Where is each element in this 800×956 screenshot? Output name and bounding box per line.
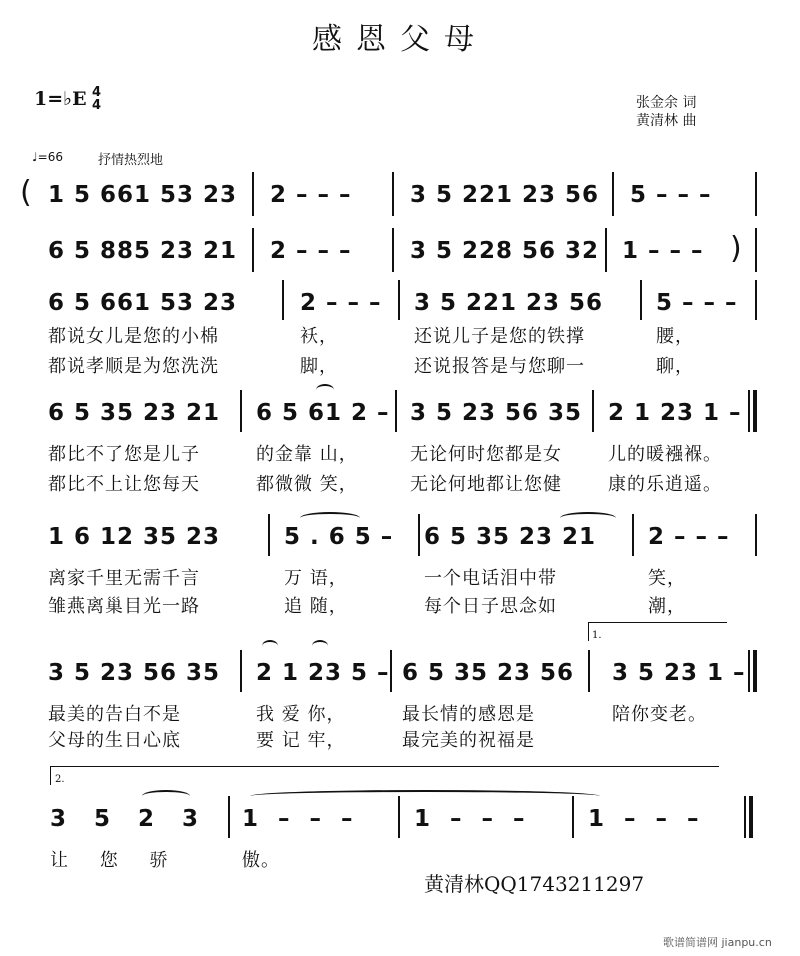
time-bottom: 4 <box>92 98 102 113</box>
measure: 5 – – – <box>656 290 738 316</box>
barline <box>228 796 230 838</box>
lyric: 都微微 笑， <box>256 474 358 495</box>
lyric: 都比不了您是儿子 <box>48 444 200 465</box>
barline <box>605 228 607 272</box>
arranger-signature: 黄清林QQ1743211297 <box>424 872 645 896</box>
barline <box>592 390 594 432</box>
slur-arc <box>300 512 360 524</box>
song-title: 感恩父母 <box>312 22 488 57</box>
barline <box>755 280 757 320</box>
lyric: 陪你变老。 <box>612 704 707 725</box>
lyricist-credit: 张金余 词 <box>636 95 697 111</box>
measure: 3 5 23 1 – <box>612 660 746 686</box>
barline <box>252 172 254 216</box>
lyric: 我 爱 你， <box>256 704 346 725</box>
repeat-barline <box>748 650 750 692</box>
lyric: 都比不上让您每天 <box>48 474 200 495</box>
barline <box>755 228 757 272</box>
barline <box>392 172 394 216</box>
measure: 3 5 228 56 32 <box>410 238 600 264</box>
lyric: 追 随， <box>284 596 348 617</box>
first-ending-bracket <box>588 622 727 641</box>
barline <box>640 280 642 320</box>
lyric: 让 您 骄 <box>50 850 169 871</box>
measure: 2 – – – <box>270 182 352 208</box>
barline <box>755 514 757 556</box>
barline <box>252 228 254 272</box>
measure: 2 – – – <box>300 290 382 316</box>
time-top: 4 <box>92 85 102 100</box>
repeat-barline <box>753 390 757 432</box>
lyric: 笑， <box>648 568 686 589</box>
first-ending-label: 1. <box>592 630 602 641</box>
measure: 5 – – – <box>630 182 712 208</box>
barline <box>588 650 590 692</box>
measure: 1 – – – <box>622 238 704 264</box>
lyric: 都说孝顺是为您洗洗 <box>48 356 219 377</box>
barline <box>755 172 757 216</box>
expression-mark: 抒情热烈地 <box>98 153 164 168</box>
barline <box>572 796 574 838</box>
measure: 6 5 35 23 56 <box>402 660 575 686</box>
lyric: 雏燕离巢目光一路 <box>48 596 200 617</box>
tempo-mark: ♩=66 <box>32 150 63 164</box>
lyric: 都说女儿是您的小棉 <box>48 326 219 347</box>
lyric: 傲。 <box>242 850 280 871</box>
lyric: 万 语， <box>284 568 348 589</box>
measure: 3 5 2 3 <box>50 806 200 832</box>
measure: 6 5 885 23 21 <box>48 238 238 264</box>
barline <box>612 172 614 216</box>
lyric: 要 记 牢， <box>256 730 346 751</box>
barline <box>282 280 284 320</box>
second-ending-bracket <box>50 766 719 785</box>
measure: 3 5 221 23 56 <box>410 182 600 208</box>
measure: 3 5 23 56 35 <box>48 660 221 686</box>
tie-arc <box>250 790 600 802</box>
measure: 3 5 23 56 35 <box>410 400 583 426</box>
barline <box>240 390 242 432</box>
close-paren: ) <box>730 231 742 266</box>
key-signature: 1=♭E <box>34 88 87 110</box>
measure: 1 – – – <box>414 806 526 832</box>
measure: 6 5 35 23 21 <box>48 400 221 426</box>
lyric: 父母的生日心底 <box>48 730 181 751</box>
measure: 6 5 35 23 21 <box>424 524 597 550</box>
measure: 2 – – – <box>270 238 352 264</box>
lyric: 儿的暖襁褓。 <box>608 444 722 465</box>
final-barline <box>744 796 746 838</box>
measure: 2 1 23 1 – <box>608 400 742 426</box>
measure: 6 5 661 53 23 <box>48 290 238 316</box>
measure: 1 5 661 53 23 <box>48 182 238 208</box>
measure: 1 6 12 35 23 <box>48 524 221 550</box>
lyric: 最完美的祝福是 <box>402 730 535 751</box>
lyric: 还说儿子是您的铁撑 <box>414 326 585 347</box>
barline <box>632 514 634 556</box>
lyric: 最美的告白不是 <box>48 704 181 725</box>
measure: 5 . 6 5 – <box>284 524 394 550</box>
lyric: 一个电话泪中带 <box>424 568 557 589</box>
barline <box>398 280 400 320</box>
barline <box>390 650 392 692</box>
lyric: 无论何时您都是女 <box>410 444 562 465</box>
slur-arc <box>560 512 616 524</box>
watermark: 歌谱简谱网 jianpu.cn <box>663 936 772 949</box>
fermata-arc <box>262 640 278 652</box>
lyric: 还说报答是与您聊一 <box>414 356 585 377</box>
lyric: 腰， <box>656 326 694 347</box>
lyric: 离家千里无需千言 <box>48 568 200 589</box>
fermata-arc <box>312 640 328 652</box>
lyric: 袄， <box>300 326 338 347</box>
time-signature <box>92 86 101 112</box>
measure: 1 – – – <box>242 806 354 832</box>
fermata-arc <box>316 384 334 396</box>
final-barline <box>749 796 753 838</box>
barline <box>268 514 270 556</box>
measure: 2 1 23 5 – <box>256 660 390 686</box>
composer-credit: 黄清林 曲 <box>636 113 697 129</box>
measure: 2 – – – <box>648 524 730 550</box>
barline <box>418 514 420 556</box>
barline <box>395 390 397 432</box>
lyric: 最长情的感恩是 <box>402 704 535 725</box>
second-ending-label: 2. <box>55 774 65 785</box>
lyric: 每个日子思念如 <box>424 596 557 617</box>
open-paren: ( <box>20 175 32 210</box>
barline <box>240 650 242 692</box>
lyric: 的金靠 山， <box>256 444 358 465</box>
slur-arc <box>142 790 190 802</box>
lyric: 脚， <box>300 356 338 377</box>
lyric: 潮， <box>648 596 686 617</box>
repeat-barline <box>753 650 757 692</box>
measure: 3 5 221 23 56 <box>414 290 604 316</box>
lyric: 康的乐逍遥。 <box>608 474 722 495</box>
barline <box>398 796 400 838</box>
lyric: 聊， <box>656 356 694 377</box>
lyric: 无论何地都让您健 <box>410 474 562 495</box>
repeat-barline <box>748 390 750 432</box>
measure: 1 – – – <box>588 806 700 832</box>
measure: 6 5 61 2 – <box>256 400 390 426</box>
barline <box>392 228 394 272</box>
